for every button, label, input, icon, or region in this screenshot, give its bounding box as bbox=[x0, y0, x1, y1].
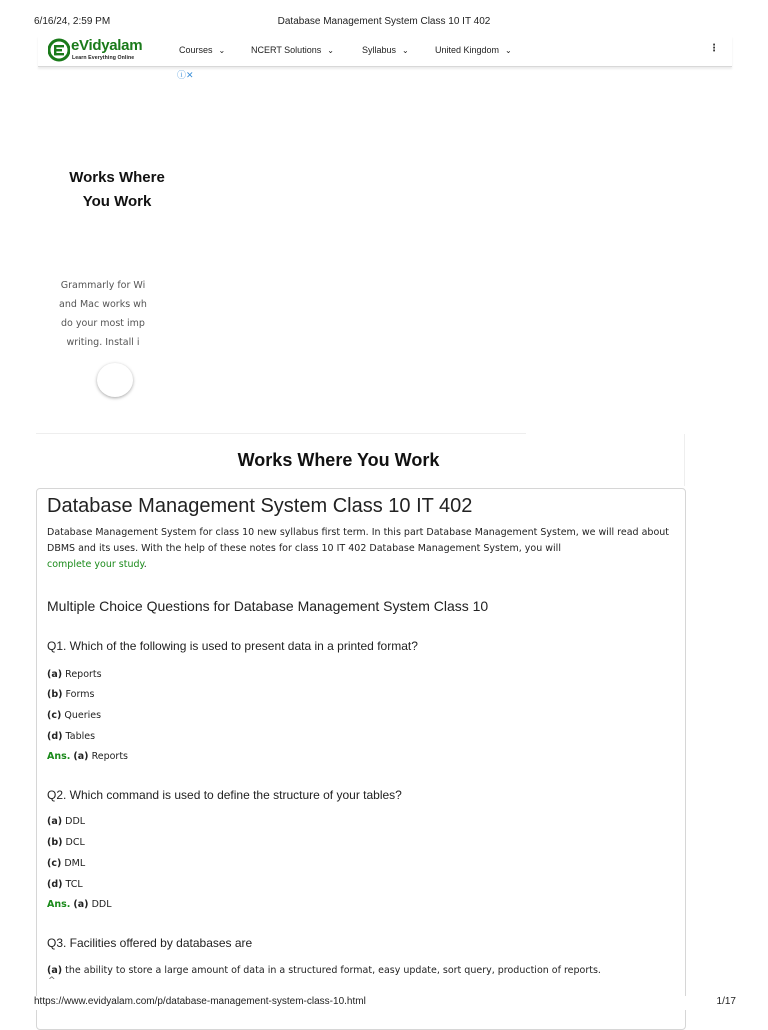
article-intro bbox=[47, 525, 677, 573]
answer-text: Reports bbox=[91, 751, 129, 762]
intro-end: . bbox=[143, 559, 147, 570]
ad-body-line: do your most imp bbox=[61, 318, 145, 329]
menu-label: Courses bbox=[179, 45, 213, 55]
menu-syllabus[interactable] bbox=[362, 45, 409, 55]
option-row bbox=[47, 965, 601, 976]
logo-brand-name: eVidyalam bbox=[71, 37, 143, 54]
mcq-heading: Multiple Choice Questions for Database Management System Class 10 bbox=[47, 598, 489, 614]
menu-label: United Kingdom bbox=[435, 45, 500, 55]
option-key: (a) bbox=[47, 816, 63, 827]
option-text: the ability to store a large amount of data in a structured format, easy update, sort query, production of reports. bbox=[65, 965, 601, 976]
chevron-down-icon: ⌄ bbox=[402, 46, 409, 55]
print-doc-title: Database Management System Class 10 IT 402 bbox=[277, 16, 491, 27]
answer-key: (a) bbox=[73, 899, 89, 910]
menu-label: Syllabus bbox=[362, 45, 397, 55]
ad-cta-button[interactable] bbox=[97, 363, 133, 397]
option-key: (a) bbox=[47, 669, 63, 680]
article-title: Database Management System Class 10 IT 402 bbox=[47, 495, 473, 517]
option-key: (d) bbox=[47, 879, 63, 890]
site-logo[interactable] bbox=[48, 37, 148, 65]
ad-banner[interactable] bbox=[36, 434, 685, 486]
option-text: Queries bbox=[64, 710, 102, 721]
intro-link[interactable]: complete your study bbox=[47, 559, 144, 570]
question-1: Q1. Which of the following is used to present data in a printed format? bbox=[47, 639, 418, 653]
menu-ncert-solutions[interactable] bbox=[251, 45, 334, 55]
option-row bbox=[47, 858, 85, 869]
chevron-down-icon: ⌄ bbox=[505, 46, 512, 55]
menu-label: NCERT Solutions bbox=[251, 45, 322, 55]
option-text: Forms bbox=[65, 689, 95, 700]
ad-title-line: You Work bbox=[82, 193, 152, 210]
option-key: (b) bbox=[47, 837, 63, 848]
answer-text: DDL bbox=[91, 899, 112, 910]
option-key: (c) bbox=[47, 858, 62, 869]
option-text: DML bbox=[64, 858, 86, 869]
option-text: DCL bbox=[65, 837, 85, 848]
print-page-number: 1/17 bbox=[716, 996, 736, 1007]
ad-banner-title: Works Where You Work bbox=[237, 450, 440, 470]
option-row bbox=[47, 669, 102, 680]
menu-united-kingdom[interactable] bbox=[435, 45, 512, 55]
option-row bbox=[47, 879, 83, 890]
option-key: (c) bbox=[47, 710, 62, 721]
option-text: Tables bbox=[65, 731, 96, 742]
chevron-down-icon: ⌄ bbox=[327, 46, 334, 55]
answer-label: Ans. bbox=[47, 899, 71, 910]
option-key: (b) bbox=[47, 689, 63, 700]
option-row bbox=[47, 731, 95, 742]
scroll-up-icon[interactable]: ^ bbox=[48, 976, 56, 986]
answer-row bbox=[47, 751, 128, 762]
ad-body-line: Grammarly for Wi bbox=[60, 280, 146, 291]
print-datetime: 6/16/24, 2:59 PM bbox=[34, 16, 111, 27]
option-text: DDL bbox=[65, 816, 86, 827]
answer-key: (a) bbox=[73, 751, 89, 762]
chevron-down-icon: ⌄ bbox=[218, 46, 226, 55]
ad-body-line: writing. Install i bbox=[66, 337, 140, 348]
kebab-icon[interactable]: ⋮ bbox=[709, 43, 719, 54]
logo-e-icon bbox=[48, 37, 70, 63]
option-key: (a) bbox=[47, 965, 63, 976]
answer-row bbox=[47, 899, 112, 910]
print-url: https://www.evidyalam.com/p/database-management-system-class-10.html bbox=[34, 996, 366, 1007]
question-3: Q3. Facilities offered by databases are bbox=[47, 936, 253, 950]
intro-text: Database Management System for class 10 new syllabus first term. In this part Database Management System, we will read about DBMS and its uses. With the help of these notes for class 10 IT 402 Database Management System, you will bbox=[47, 527, 669, 554]
menu-courses[interactable] bbox=[179, 45, 225, 55]
top-navbar bbox=[38, 36, 732, 67]
adchoices-icon[interactable]: ⓘ✕ bbox=[177, 71, 194, 81]
option-row bbox=[47, 710, 101, 721]
question-2: Q2. Which command is used to define the structure of your tables? bbox=[47, 788, 402, 802]
ad-body-line: and Mac works wh bbox=[59, 299, 147, 310]
option-row bbox=[47, 689, 94, 700]
ad-title-line: Works Where bbox=[69, 169, 165, 186]
ad-title[interactable] bbox=[58, 166, 176, 214]
print-footer bbox=[0, 996, 768, 1010]
print-header bbox=[0, 16, 768, 30]
option-row bbox=[47, 816, 85, 827]
option-row bbox=[47, 837, 85, 848]
logo-tagline: Learn Everything Online bbox=[72, 55, 135, 61]
option-key: (d) bbox=[47, 731, 63, 742]
option-text: TCL bbox=[65, 879, 83, 890]
option-text: Reports bbox=[65, 669, 102, 680]
article-card bbox=[36, 488, 686, 1030]
answer-label: Ans. bbox=[47, 751, 71, 762]
ad-body bbox=[52, 276, 154, 350]
